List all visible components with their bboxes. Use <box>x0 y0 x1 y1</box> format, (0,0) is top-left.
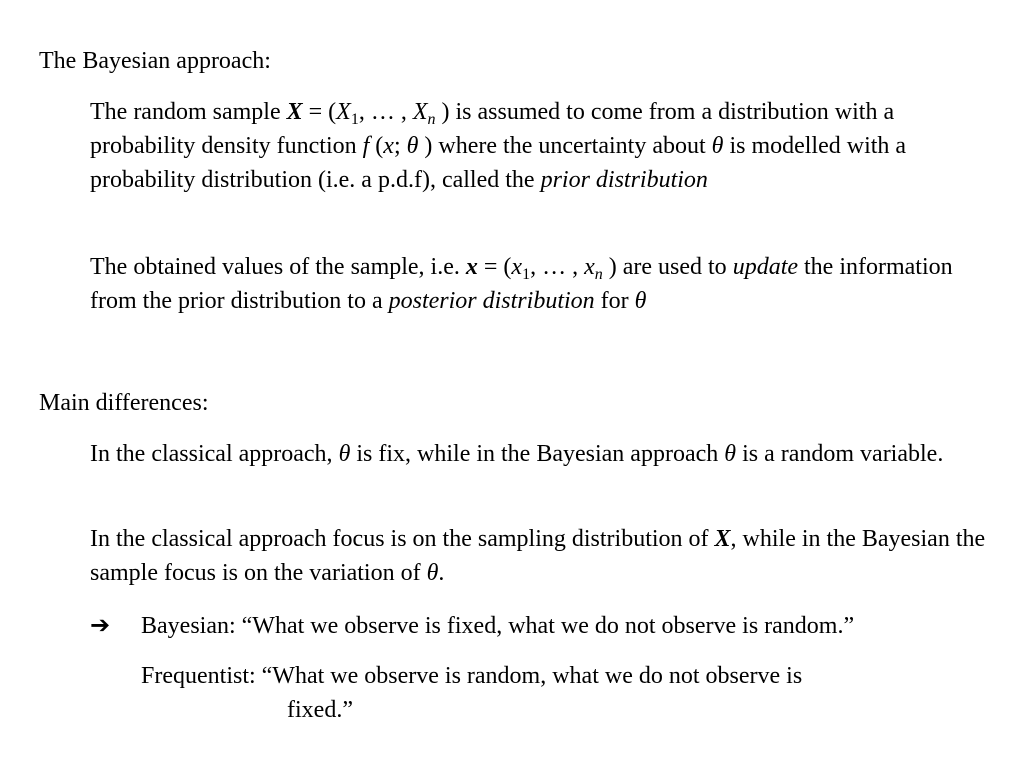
math-theta: θ <box>711 133 724 159</box>
text: , … , <box>358 99 413 125</box>
math-x-vector: x <box>465 254 478 280</box>
subscript-1: 1 <box>350 111 359 128</box>
text: ; <box>393 133 407 159</box>
text: ) are used to <box>602 254 733 280</box>
math-theta: θ <box>634 288 647 314</box>
math-theta: θ <box>406 133 419 159</box>
main-differences-heading: Main differences: <box>39 390 209 416</box>
sampling-focus-paragraph <box>90 522 990 590</box>
text: . <box>438 560 445 586</box>
text: is a random variable. <box>736 441 944 467</box>
math-theta: θ <box>426 560 439 586</box>
subscript-n <box>595 266 603 283</box>
math-f: f <box>362 133 370 159</box>
math-x: x <box>383 133 394 159</box>
frequentist-quote: Frequentist: “What we observe is random, what we do not observe is <box>141 663 803 689</box>
text: is fix, while in the Bayesian approach <box>350 441 725 467</box>
text: , … , <box>530 254 585 280</box>
math-theta: θ <box>338 441 351 467</box>
text: ) is assumed to come from a distribution with a probability density function <box>90 99 895 159</box>
text: In the classical approach, <box>90 441 339 467</box>
math-xn: x <box>584 254 595 280</box>
text: ( <box>369 133 384 159</box>
bayesian-approach-heading: The Bayesian approach: <box>39 48 271 74</box>
math-n: n <box>427 111 436 128</box>
text: In the classical approach focus is on the sampling distribution of <box>90 526 715 552</box>
text: ) where the uncertainty about <box>418 133 712 159</box>
math-X: X <box>286 99 303 125</box>
theta-fixed-vs-random-paragraph <box>90 437 990 471</box>
bayesian-update-paragraph <box>90 250 990 318</box>
subscript-1: 1 <box>522 266 531 283</box>
prior-distribution-term: prior distribution <box>540 167 708 193</box>
math-X1: X <box>336 99 351 125</box>
math-n: n <box>594 266 603 283</box>
update-term: update <box>732 254 799 280</box>
text: = ( <box>302 99 337 125</box>
frequentist-quote-continuation: fixed.” <box>287 697 353 723</box>
text: , while in the Bayesian the sample focus is on the variation of <box>90 526 986 586</box>
math-theta: θ <box>724 441 737 467</box>
text: The obtained values of the sample, i.e. <box>90 254 466 280</box>
text: is modelled with a probability distribution (i.e. a p.d.f), called the <box>90 133 907 193</box>
math-x1: x <box>511 254 523 280</box>
text: = ( <box>477 254 512 280</box>
bayesian-quote: Bayesian: “What we observe is fixed, what we do not observe is random.” <box>141 613 855 639</box>
bayesian-quote-row <box>90 608 1010 643</box>
text: The random sample <box>90 99 287 125</box>
subscript-n <box>428 111 436 128</box>
bayesian-random-sample-paragraph <box>90 95 990 197</box>
math-X: X <box>714 526 731 552</box>
text: the information from the prior distribution to a <box>90 254 953 314</box>
posterior-distribution-term: posterior distribution <box>388 288 595 314</box>
math-Xn: X <box>412 99 428 125</box>
text: for <box>594 288 635 314</box>
right-arrow-icon: ➔ <box>90 611 111 639</box>
